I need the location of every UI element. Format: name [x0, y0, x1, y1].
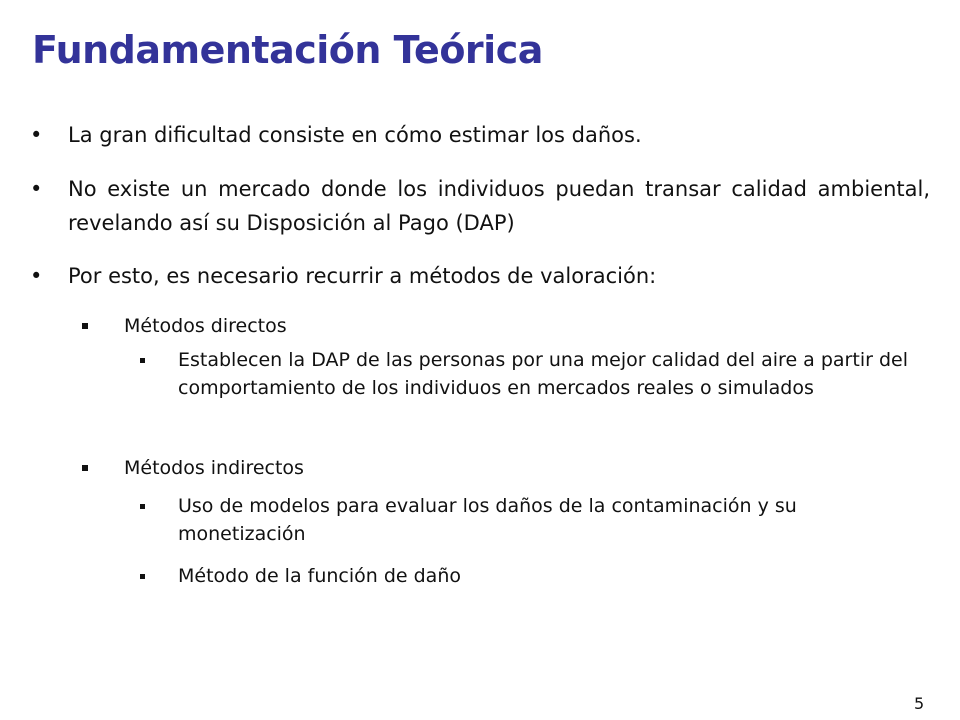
square-bullet-icon	[140, 504, 145, 509]
sub-sub-bullet-text: Establecen la DAP de las personas por una mejor calidad del aire a partir del comportamiento de los individuos en mercados reales o simulados	[178, 349, 908, 399]
sub-bullet-item	[82, 312, 922, 340]
sub-sub-bullet-text: Uso de modelos para evaluar los daños de la contaminación y su monetización	[178, 495, 797, 545]
bullet-text: La gran dificultad consiste en cómo estimar los daños.	[68, 123, 642, 147]
sub-bullet-text: Métodos indirectos	[124, 457, 304, 479]
bullet-item	[30, 118, 930, 152]
square-bullet-icon	[82, 465, 88, 471]
bullet-dot-icon: •	[30, 264, 43, 288]
sub-bullet-text: Métodos directos	[124, 315, 287, 337]
sub-bullet-item	[82, 454, 922, 482]
square-bullet-icon	[82, 323, 88, 329]
bullet-text: No existe un mercado donde los individuos puedan transar calidad ambiental, revelando así su Disposición al Pago (DAP)	[68, 177, 930, 235]
square-bullet-icon	[140, 358, 145, 363]
bullet-dot-icon: •	[30, 123, 43, 147]
bullet-item	[30, 259, 930, 293]
page-number: 5	[914, 694, 925, 713]
slide-title: Fundamentación Teórica	[32, 28, 543, 72]
bullet-item	[30, 172, 930, 240]
bullet-dot-icon: •	[30, 177, 43, 201]
sub-sub-bullet-item	[140, 346, 930, 402]
sub-sub-bullet-text: Método de la función de daño	[178, 565, 461, 587]
bullet-text: Por esto, es necesario recurrir a métodos de valoración:	[68, 264, 657, 288]
sub-sub-bullet-item	[140, 562, 930, 590]
square-bullet-icon	[140, 574, 145, 579]
sub-sub-bullet-item	[140, 492, 930, 548]
